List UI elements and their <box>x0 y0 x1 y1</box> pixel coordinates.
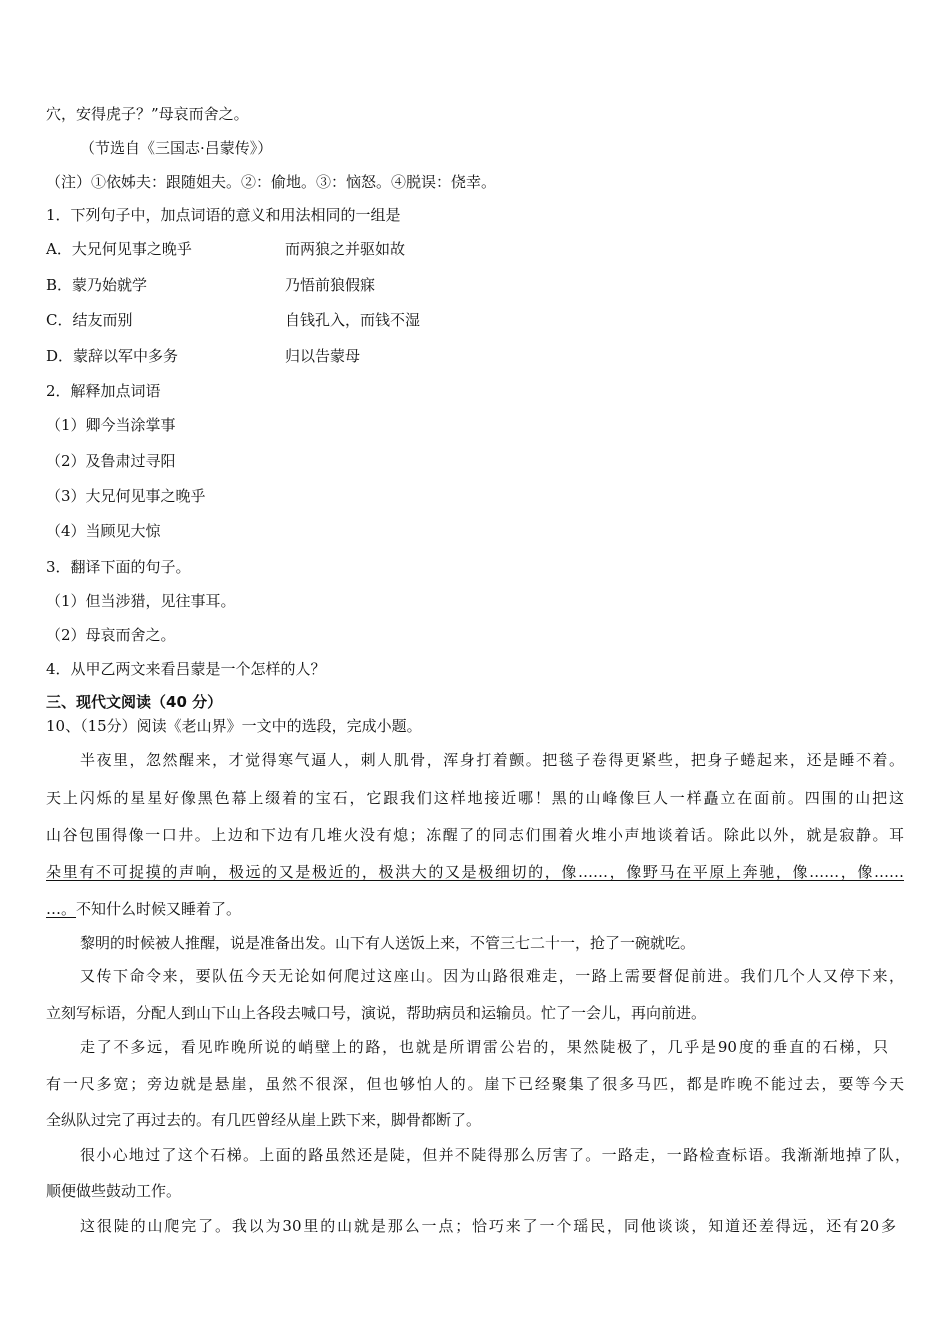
paragraph-line: 这很陡的山爬完了。我以为30里的山就是那么一点；恰巧来了一个瑶民，同他谈谈，知道还差得远，还有20多 <box>80 1217 896 1235</box>
question-3-item: （2）母哀而舍之。 <box>46 626 176 644</box>
paragraph-line: 天上闪烁的星星好像黑色幕上缀着的宝石，它跟我们这样地接近哪！黑的山峰像巨人一样矗立在面前。四围的山把这 <box>46 789 904 807</box>
question-2-stem: 2．解释加点词语 <box>46 382 161 400</box>
option-c-pair: 自钱孔入，而钱不湿 <box>285 311 421 329</box>
paragraph-line: 又传下命令来，要队伍今天无论如何爬过这座山。因为山路很难走，一路上需要督促前进。我们几个人又停下来， <box>80 967 904 985</box>
option-a-pair: 而两狼之并驱如故 <box>285 240 406 258</box>
question-3-stem: 3．翻译下面的句子。 <box>46 558 191 576</box>
paragraph-line: 走了不多远，看见昨晚所说的峭壁上的路，也就是所谓雷公岩的，果然陡极了，几乎是90度的垂直的石梯，只 <box>80 1038 888 1056</box>
question-4-stem: 4．从甲乙两文来看吕蒙是一个怎样的人？ <box>46 660 326 678</box>
question-1-stem: 1．下列句子中，加点词语的意义和用法相同的一组是 <box>46 206 401 224</box>
question-2-item: （2）及鲁肃过寻阳 <box>46 452 176 470</box>
paragraph-line: 半夜里，忽然醒来，才觉得寒气逼人，刺人肌骨，浑身打着颤。把毯子卷得更紧些，把身子蜷起来，还是睡不着。 <box>80 751 904 769</box>
option-c-label: C．结友而别 <box>46 311 133 329</box>
option-d-label: D．蒙辞以军中多务 <box>46 347 179 365</box>
paragraph-line: 顺便做些鼓动工作。 <box>46 1182 182 1200</box>
paragraph-line: 黎明的时候被人推醒，说是准备出发。山下有人送饭上来，不管三七二十一，抢了一碗就吃。 <box>80 934 696 952</box>
text-fragment: 不知什么时候又睡着了。 <box>76 900 242 918</box>
question-2-item: （1）卿今当涂掌事 <box>46 416 176 434</box>
section-heading: 三、现代文阅读（40 分） <box>46 693 223 711</box>
question-2-item: （4）当顾见大惊 <box>46 522 161 540</box>
paragraph-line: 山谷包围得像一口井。上边和下边有几堆火没有熄；冻醒了的同志们围着火堆小声地谈着话。除此以外，就是寂静。耳 <box>46 826 904 844</box>
paragraph-line-end <box>46 899 241 919</box>
option-b-pair: 乃悟前狼假寐 <box>285 276 376 294</box>
underlined-fragment: …。 <box>46 900 77 918</box>
text-line: 穴，安得虎子？”母哀而舍之。 <box>46 105 249 123</box>
question-10-intro: 10、（15分）阅读《老山界》一文中的选段，完成小题。 <box>46 717 422 735</box>
question-3-item: （1）但当涉猎，见往事耳。 <box>46 592 236 610</box>
paragraph-line: 有一尺多宽；旁边就是悬崖，虽然不很深，但也够怕人的。崖下已经聚集了很多马匹，都是昨晚不能过去，要等今天 <box>46 1075 904 1093</box>
option-d-pair: 归以告蒙母 <box>285 347 361 365</box>
paragraph-line: 全纵队过完了再过去的。有几匹曾经从崖上跌下来，脚骨都断了。 <box>46 1111 482 1129</box>
source-citation: （节选自《三国志·吕蒙传》） <box>80 139 273 157</box>
paragraph-line: 立刻写标语，分配人到山下山上各段去喊口号，演说，帮助病员和运输员。忙了一会儿，再向前进。 <box>46 1004 707 1022</box>
question-2-item: （3）大兄何见事之晚乎 <box>46 487 206 505</box>
option-b-label: B．蒙乃始就学 <box>46 276 148 294</box>
annotation-note: （注）①依姊夫：跟随姐夫。②：偷地。③：恼怒。④脱误：侥幸。 <box>46 173 497 191</box>
underlined-line: 朵里有不可捉摸的声响，极远的又是极近的，极洪大的又是极细切的，像……，像野马在平原上奔驰，像……，像…… <box>46 863 904 881</box>
option-a-label: A．大兄何见事之晚乎 <box>46 240 192 258</box>
paragraph-line: 很小心地过了这个石梯。上面的路虽然还是陡，但并不陡得那么厉害了。一路走，一路检查标语。我渐渐地掉了队， <box>80 1146 910 1164</box>
